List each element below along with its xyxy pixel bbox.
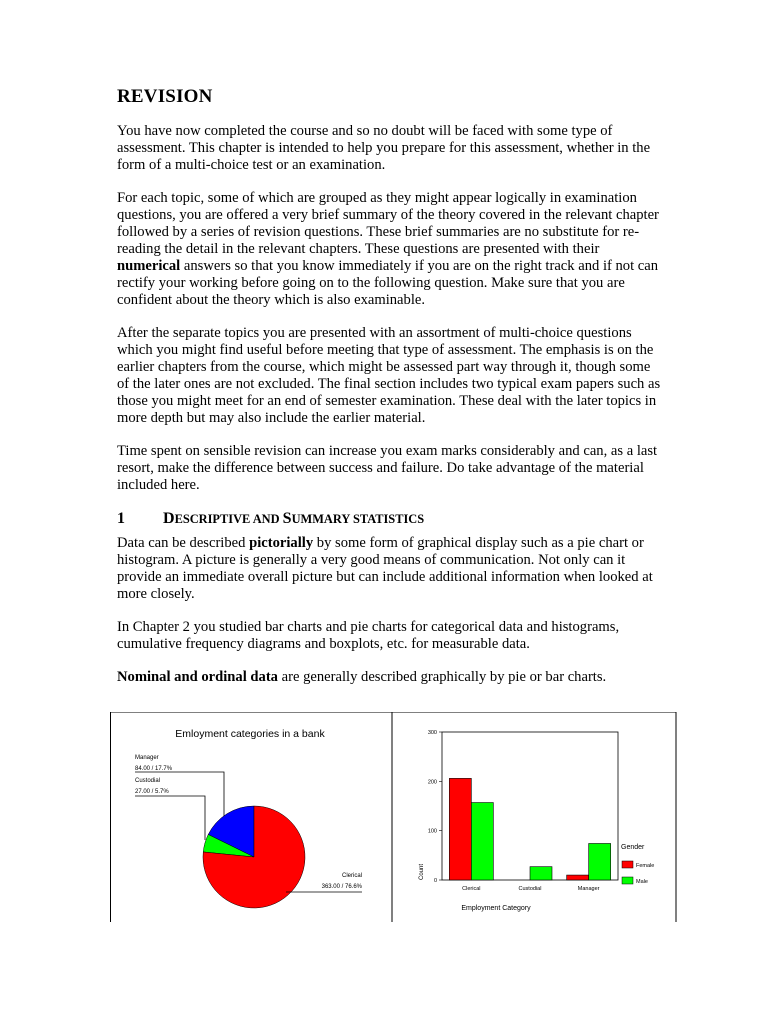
topics-paragraph-text-a: For each topic, some of which are grouped as they might appear logically in examination questions, you are offered a very brief summary of the theory covered in the relevant chapter followed by a series of revision questions. These brief summaries are no substitute for re-reading the detail in the relevant chapters. These questions are presented with their <box>117 190 659 257</box>
nominal-text: are generally described graphically by pie or bar charts. <box>277 669 607 685</box>
section-cap-d: D <box>163 510 175 527</box>
bar-clerical-female <box>449 778 471 880</box>
y-tick-label-0: 0 <box>433 878 437 884</box>
document-page <box>117 86 662 702</box>
topics-paragraph-text-b: answers so that you know immediately if you are on the right track and if not can rectify your working before going on to the following question. Make sure that you are confident about the theory which is also examinable. <box>117 258 659 308</box>
bar-manager-male <box>589 843 611 880</box>
section-text-escriptive: ESCRIPTIVE AND <box>174 512 283 526</box>
pictorial-text-b: by some form of graphical display such as a pie chart or histogram. A picture is generally a very good means of communication. Not only can it provide an immediate overall picture but can include additional information when looked at more closely. <box>117 535 653 602</box>
pictorially-emphasis: pictorially <box>249 535 314 551</box>
legend-swatch-male <box>622 877 633 884</box>
intro-paragraph: You have now completed the course and so no doubt will be faced with some type of assessment. This chapter is intended to help you prepare for this assessment, whether in the form of a multi-choice test or an examination. <box>117 123 651 173</box>
pie-value-manager: 84.00 / 17.7% <box>135 766 173 772</box>
multichoice-paragraph: After the separate topics you are presented with an assortment of multi-choice questions which you might find useful before meeting that type of assessment. The emphasis is on the earlier chapters from the course, which might be assessed part way through it, though some of the later ones are not excluded. The final section includes two typical exam papers such as those you might meet for an end of semester examination. These deal with the later topics in more depth but may also include the earlier material. <box>117 325 661 426</box>
x-tick-label-clerical: Clerical <box>462 886 481 892</box>
bar-clerical-male <box>471 803 493 880</box>
section-heading <box>117 510 662 528</box>
pictorial-paragraph <box>117 535 662 603</box>
charts-figure <box>110 712 678 922</box>
legend-label-female: Female <box>636 863 655 869</box>
pictorial-text-a: Data can be described <box>117 535 250 551</box>
legend-label-male: Male <box>636 879 648 885</box>
bar-chart <box>428 730 618 892</box>
bar-ylabel: Count <box>419 863 425 881</box>
x-tick-label-custodial: Custodial <box>518 886 542 892</box>
y-tick-label-300: 300 <box>427 730 437 736</box>
y-tick-label-200: 200 <box>427 779 437 786</box>
revision-advice-paragraph: Time spent on sensible revision can increase you exam marks considerably and can, as a last resort, make the difference between success and failure. Do take advantage of the material included here. <box>117 443 658 493</box>
pie-value-clerical: 363.00 / 76.6% <box>321 884 362 890</box>
charts-svg <box>110 712 678 922</box>
chapter2-paragraph: In Chapter 2 you studied bar charts and pie charts for categorical data and histograms, cumulative frequency diagrams and boxplots, etc. for measurable data. <box>117 619 620 652</box>
leader-custodial <box>135 796 205 840</box>
legend-swatch-female <box>622 861 633 868</box>
pie-slices <box>203 806 305 908</box>
topics-paragraph <box>117 190 662 309</box>
pie-title: Emloyment categories in a bank <box>175 728 325 740</box>
legend-title: Gender <box>621 844 645 851</box>
section-text-ummary: UMMARY STATISTICS <box>291 512 425 526</box>
pie-label-custodial: Custodial <box>135 778 161 784</box>
nominal-emphasis: Nominal and ordinal data <box>117 669 278 685</box>
x-tick-label-manager: Manager <box>577 886 600 892</box>
pie-label-clerical: Clerical <box>341 873 362 879</box>
bar-xlabel: Employment Category <box>461 905 531 912</box>
section-number: 1 <box>117 510 125 527</box>
page-title: REVISION <box>117 86 213 107</box>
y-tick-label-100: 100 <box>427 828 437 835</box>
bar-manager-female <box>567 875 589 880</box>
pie-label-manager: Manager <box>135 755 159 761</box>
nominal-paragraph <box>117 669 662 686</box>
section-cap-s: S <box>282 510 292 527</box>
numerical-emphasis: numerical <box>117 258 181 274</box>
pie-value-custodial: 27.00 / 5.7% <box>135 789 169 795</box>
bar-custodial-male <box>530 867 552 880</box>
